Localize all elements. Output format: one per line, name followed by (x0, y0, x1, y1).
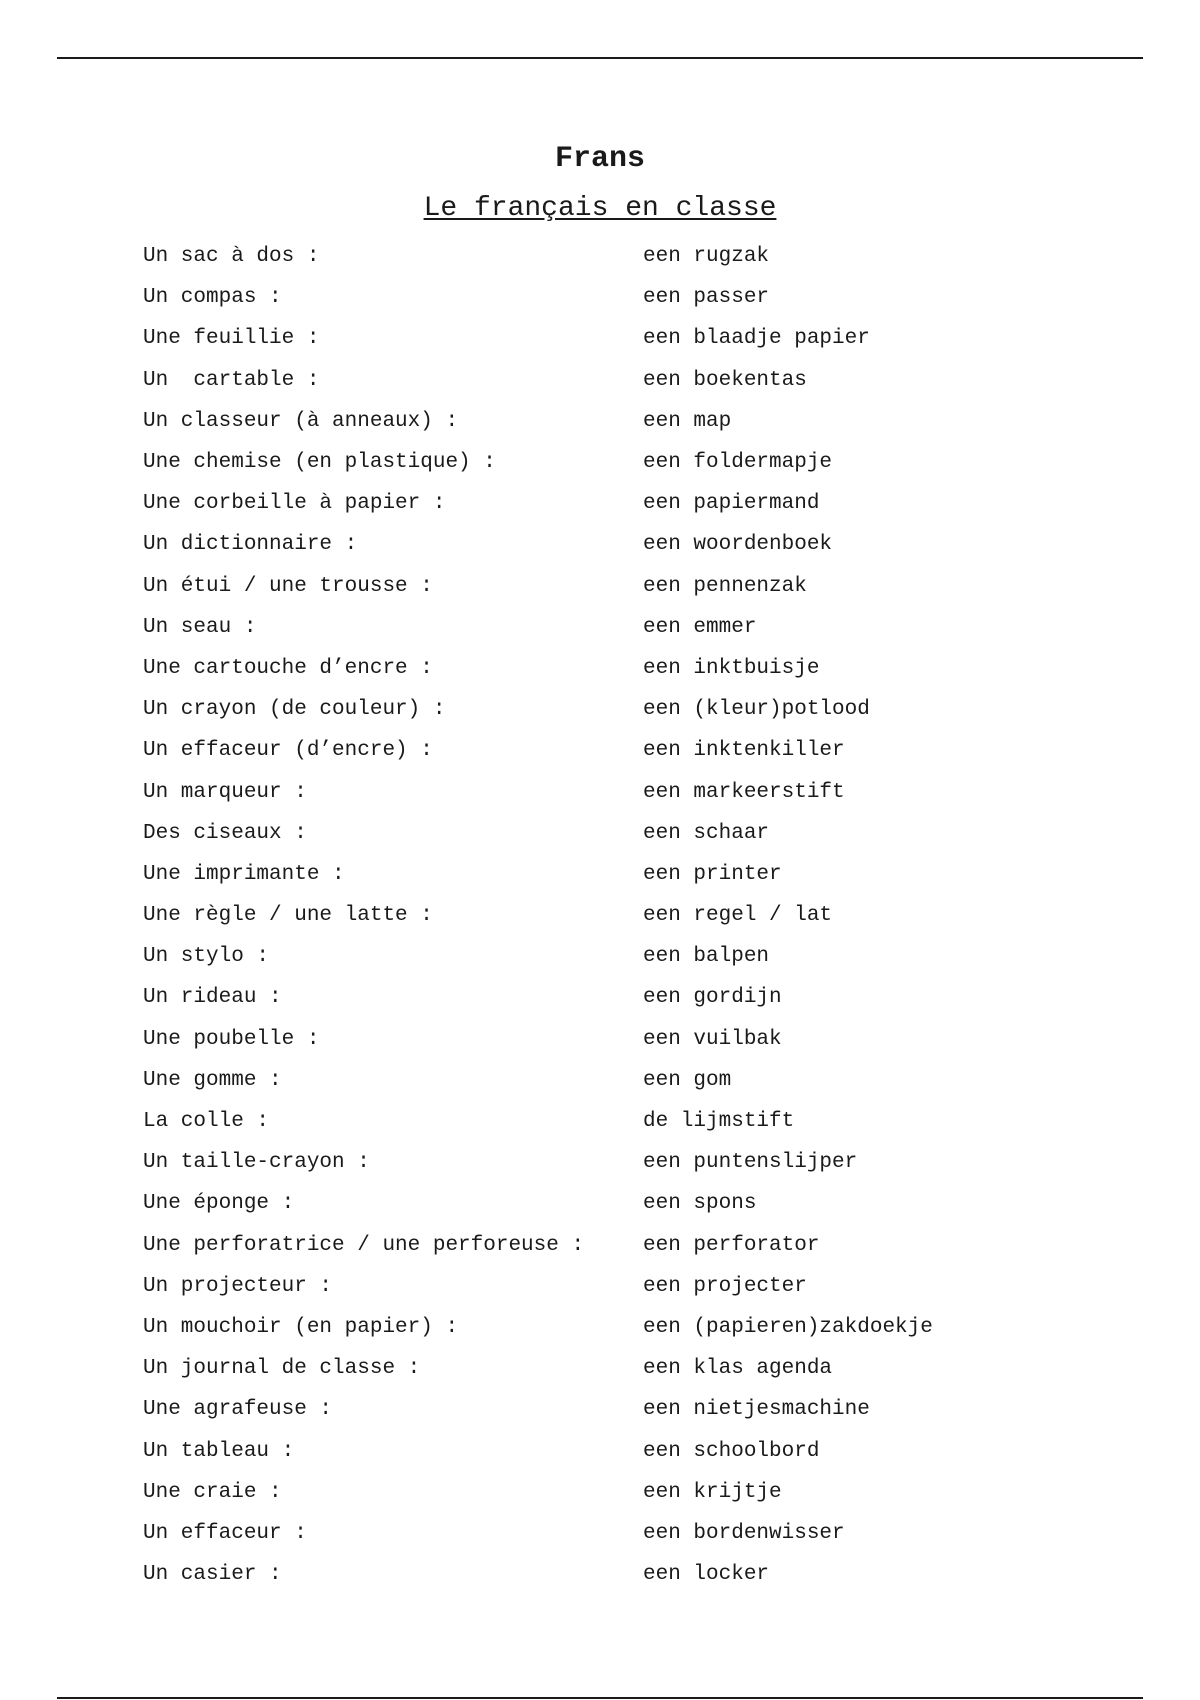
dutch-translation: een passer (643, 286, 770, 310)
vocab-row (143, 1554, 1143, 1595)
dutch-translation: een schaar (643, 821, 770, 845)
dutch-translation: een bordenwisser (643, 1521, 845, 1545)
vocab-row (143, 236, 1143, 277)
dutch-translation: een (kleur)potlood (643, 698, 870, 722)
french-term: Une poubelle : (143, 1027, 320, 1051)
vocab-row (143, 771, 1143, 812)
dutch-translation: een spons (643, 1192, 757, 1216)
french-term: Une feuillie : (143, 327, 320, 351)
vocab-row (143, 854, 1143, 895)
french-term: Une imprimante : (143, 862, 345, 886)
dutch-translation: een blaadje papier (643, 327, 870, 351)
dutch-translation: een emmer (643, 615, 757, 639)
dutch-translation: een foldermapje (643, 451, 833, 475)
french-term: Un compas : (143, 286, 282, 310)
dutch-translation: een klas agenda (643, 1357, 833, 1381)
dutch-translation: een gordijn (643, 986, 782, 1010)
dutch-translation: een balpen (643, 945, 770, 969)
french-term: Un seau : (143, 615, 257, 639)
french-term: Une chemise (en plastique) : (143, 451, 496, 475)
dutch-translation: de lijmstift (643, 1110, 795, 1134)
french-term: Un effaceur (d’encre) : (143, 739, 433, 763)
vocab-row (143, 895, 1143, 936)
page-title: Frans (554, 142, 645, 176)
dutch-translation: een vuilbak (643, 1027, 782, 1051)
vocab-row (143, 1513, 1143, 1554)
dutch-translation: een (papieren)zakdoekje (643, 1315, 933, 1339)
french-term: Un marqueur : (143, 780, 307, 804)
vocab-row (143, 1389, 1143, 1430)
french-term: Un sac à dos : (143, 245, 320, 269)
vocab-row (143, 524, 1143, 565)
french-term: Une agrafeuse : (143, 1398, 333, 1422)
dutch-translation: een gom (643, 1068, 732, 1092)
dutch-translation: een pennenzak (643, 574, 807, 598)
vocab-row (143, 401, 1143, 442)
dutch-translation: een projecter (643, 1274, 807, 1298)
french-term: Un cartable : (143, 368, 320, 392)
french-term: La colle : (143, 1110, 270, 1134)
vocabulary-list (143, 236, 1143, 1595)
french-term: Une cartouche d’encre : (143, 656, 433, 680)
vocab-row (143, 1142, 1143, 1183)
french-term: Une gomme : (143, 1068, 282, 1092)
dutch-translation: een locker (643, 1563, 770, 1587)
vocab-row (143, 813, 1143, 854)
vocab-row (143, 1307, 1143, 1348)
french-term: Des ciseaux : (143, 821, 307, 845)
french-term: Un dictionnaire : (143, 533, 358, 557)
french-term: Un rideau : (143, 986, 282, 1010)
dutch-translation: een printer (643, 862, 782, 886)
french-term: Un crayon (de couleur) : (143, 698, 446, 722)
vocab-row (143, 936, 1143, 977)
french-term: Un journal de classe : (143, 1357, 421, 1381)
dutch-translation: een papiermand (643, 492, 820, 516)
vocab-row (143, 483, 1143, 524)
header-rule (57, 57, 1143, 59)
vocab-row (143, 730, 1143, 771)
french-term: Un effaceur : (143, 1521, 307, 1545)
vocab-row (143, 566, 1143, 607)
subtitle-text: Le français en classe (423, 193, 777, 224)
vocab-row (143, 1183, 1143, 1224)
dutch-translation: een woordenboek (643, 533, 833, 557)
french-term: Un taille-crayon : (143, 1151, 370, 1175)
vocab-row (143, 442, 1143, 483)
french-term: Un mouchoir (en papier) : (143, 1315, 459, 1339)
french-term: Un projecteur : (143, 1274, 333, 1298)
vocab-row (143, 1348, 1143, 1389)
vocab-row (143, 1225, 1143, 1266)
french-term: Une règle / une latte : (143, 904, 433, 928)
dutch-translation: een perforator (643, 1233, 820, 1257)
french-term: Un étui / une trousse : (143, 574, 433, 598)
dutch-translation: een schoolbord (643, 1439, 820, 1463)
vocab-row (143, 977, 1143, 1018)
french-term: Un tableau : (143, 1439, 295, 1463)
dutch-translation: een markeerstift (643, 780, 845, 804)
dutch-translation: een nietjesmachine (643, 1398, 870, 1422)
vocab-row (143, 689, 1143, 730)
vocab-row (143, 318, 1143, 359)
vocab-row (143, 360, 1143, 401)
dutch-translation: een map (643, 409, 732, 433)
french-term: Un casier : (143, 1563, 282, 1587)
dutch-translation: een regel / lat (643, 904, 833, 928)
vocab-row (143, 1101, 1143, 1142)
vocab-row (143, 607, 1143, 648)
vocab-row (143, 1472, 1143, 1513)
vocab-row (143, 277, 1143, 318)
page-subtitle (0, 192, 1200, 226)
dutch-translation: een krijtje (643, 1480, 782, 1504)
french-term: Une craie : (143, 1480, 282, 1504)
dutch-translation: een inktbuisje (643, 656, 820, 680)
footer-rule (57, 1697, 1143, 1699)
dutch-translation: een puntenslijper (643, 1151, 858, 1175)
french-term: Un stylo : (143, 945, 270, 969)
french-term: Une corbeille à papier : (143, 492, 446, 516)
french-term: Une perforatrice / une perforeuse : (143, 1233, 585, 1257)
french-term: Une éponge : (143, 1192, 295, 1216)
dutch-translation: een inktenkiller (643, 739, 845, 763)
vocab-row (143, 648, 1143, 689)
vocab-row (143, 1266, 1143, 1307)
vocab-row (143, 1430, 1143, 1471)
dutch-translation: een boekentas (643, 368, 807, 392)
vocab-row (143, 1019, 1143, 1060)
french-term: Un classeur (à anneaux) : (143, 409, 459, 433)
dutch-translation: een rugzak (643, 245, 770, 269)
vocab-row (143, 1060, 1143, 1101)
